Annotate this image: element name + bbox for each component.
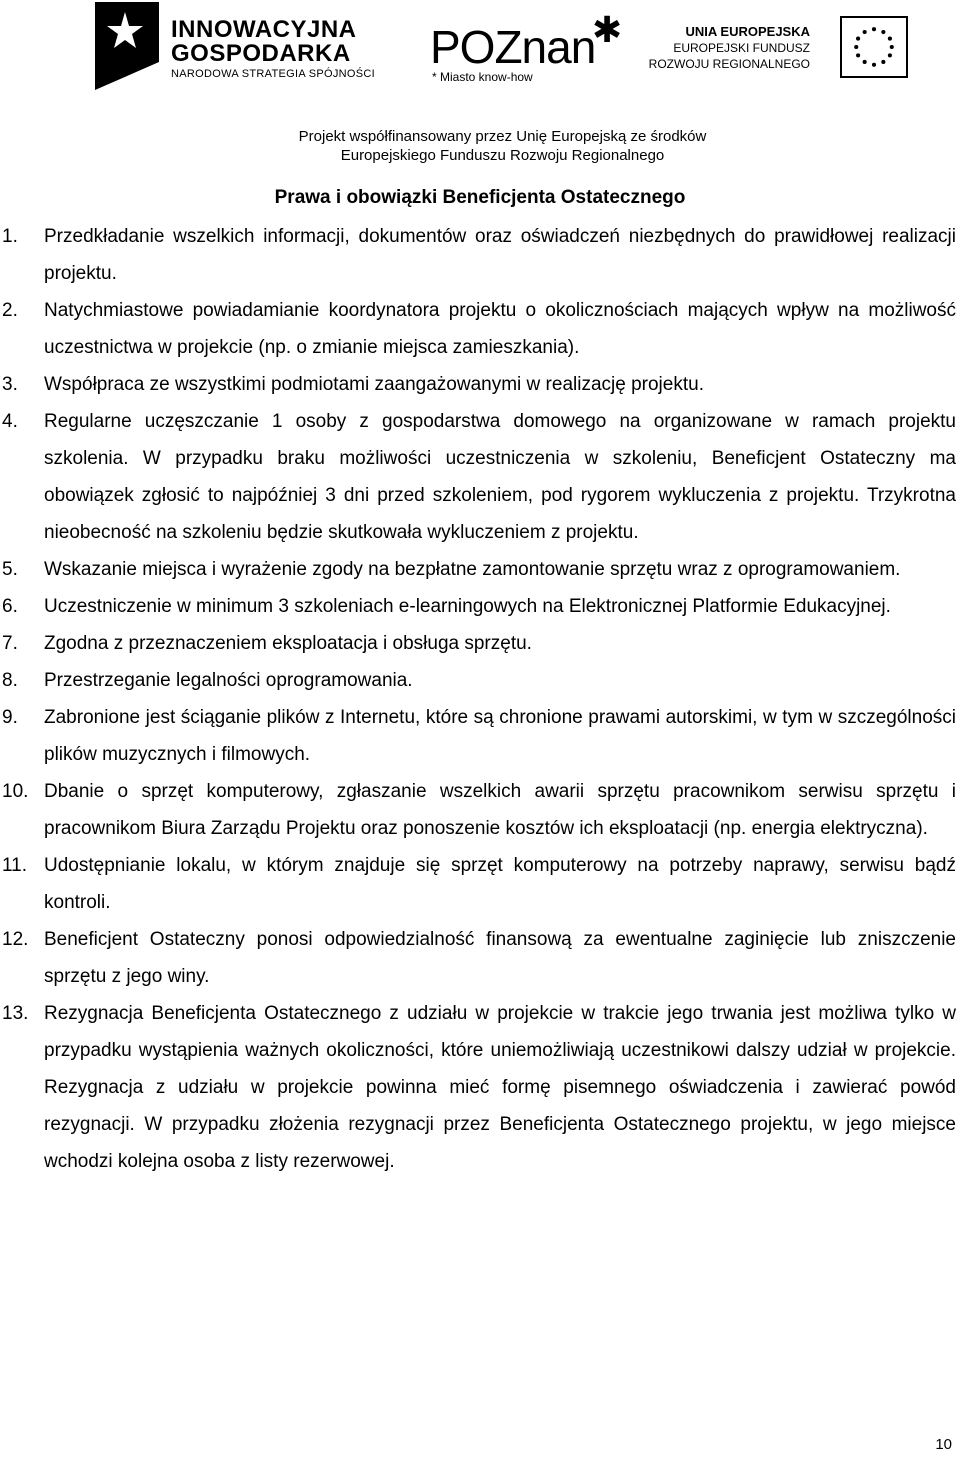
innowacyjna-gospodarka-logo	[95, 2, 385, 92]
list-item-text: Natychmiastowe powiadamianie koordynatora projektu o okolicznościach mających wpływ na możliwość uczestnictwa w projekcie (np. o zmianie miejsca zamieszkania).	[44, 300, 956, 358]
eu-text: UNIA EUROPEJSKA EUROPEJSKI FUNDUSZ ROZWOJU REGIONALNEGO	[648, 24, 810, 71]
list-item-text: Rezygnacja Beneficjenta Ostatecznego z udziału w projekcie w trakcie jego trwania jest możliwa tylko w przypadku wystąpienia ważnych okoliczności, które uniemożliwiają uczestnikowi dalszy udział w projekcie. Rezygnacja z udziału w projekcie powinna mieć formę pisemnego oświadczenia i zawierać powód rezygnacji. W przypadku złożenia rezygnacji przez Beneficjenta Ostatecznego projektu, w jego miejsce wchodzi kolejna osoba z listy rezerwowej.	[44, 1003, 956, 1172]
list-item-number: 11.	[2, 855, 28, 876]
list-item	[0, 773, 960, 847]
eu-logo	[648, 16, 920, 86]
list-item-number: 10.	[2, 781, 29, 802]
ig-subtitle: NARODOWA STRATEGIA SPÓJNOŚCI	[171, 68, 375, 80]
poznan-tagline: * Miasto know-how	[432, 70, 533, 84]
list-item	[0, 921, 960, 995]
list-item	[0, 403, 960, 551]
list-item	[0, 551, 960, 588]
list-item-text: Regularne uczęszczanie 1 osoby z gospodarstwa domowego na organizowane w ramach projektu szkolenia. W przypadku braku możliwości uczestniczenia w szkoleniu, Beneficjent Ostateczny ma obowiązek zgłosić to najpóźniej 3 dni przed szkoleniem, pod rygorem wykluczenia z projektu. Trzykrotna nieobecność na szkoleniu będzie skutkowała wykluczeniem z projektu.	[44, 411, 956, 543]
ig-title: INNOWACYJNA GOSPODARKA	[171, 16, 357, 67]
list-item	[0, 218, 960, 292]
list-item	[0, 995, 960, 1180]
list-item-number: 3.	[2, 374, 18, 395]
list-item	[0, 699, 960, 773]
list-item	[0, 292, 960, 366]
page-header	[0, 0, 960, 170]
asterisk-icon: ✱	[592, 9, 623, 50]
list-item-number: 5.	[2, 559, 18, 580]
list-item	[0, 847, 960, 921]
list-item-text: Uczestniczenie w minimum 3 szkoleniach e-learningowych na Elektronicznej Platformie Edukacyjnej.	[44, 596, 891, 617]
list-item-number: 8.	[2, 670, 18, 691]
list-item-text: Wskazanie miejsca i wyrażenie zgody na bezpłatne zamontowanie sprzętu wraz z oprogramowaniem.	[44, 559, 901, 580]
list-item-text: Przedkładanie wszelkich informacji, dokumentów oraz oświadczeń niezbędnych do prawidłowej realizacji projektu.	[44, 226, 956, 284]
list-item-text: Współpraca ze wszystkimi podmiotami zaangażowanymi w realizację projektu.	[44, 374, 704, 395]
list-item-number: 6.	[2, 596, 18, 617]
poznan-wordmark: POZnan	[430, 21, 596, 73]
list-item-text: Zgodna z przeznaczeniem eksploatacja i obsługa sprzętu.	[44, 633, 532, 654]
list-item-number: 12.	[2, 929, 29, 950]
list-item-text: Beneficjent Ostateczny ponosi odpowiedzialność finansową za ewentualne zaginięcie lub zniszczenie sprzętu z jego winy.	[44, 929, 956, 987]
list-item-number: 13.	[2, 1003, 29, 1024]
list-item-text: Zabronione jest ściąganie plików z Internetu, które są chronione prawami autorskimi, w tym w szczególności plików muzycznych i filmowych.	[44, 707, 956, 765]
page-title: Prawa i obowiązki Beneficjenta Ostatecznego	[274, 187, 686, 208]
list-item-text: Udostępnianie lokalu, w którym znajduje się sprzęt komputerowy na potrzeby naprawy, serwisu bądź kontroli.	[44, 855, 956, 913]
page-number: 10	[935, 1436, 952, 1453]
list-item	[0, 625, 960, 662]
list-item	[0, 588, 960, 625]
list-item	[0, 662, 960, 699]
eu-flag-icon	[840, 16, 908, 78]
list-item-text: Przestrzeganie legalności oprogramowania.	[44, 670, 413, 691]
cofinancing-note: Projekt współfinansowany przez Unię Europejską ze środków Europejskiego Funduszu Rozwoju Regionalnego	[298, 128, 707, 164]
ig-star-flag-icon	[95, 2, 159, 90]
list-item-number: 4.	[2, 411, 18, 432]
list-item-text: Dbanie o sprzęt komputerowy, zgłaszanie wszelkich awarii sprzętu pracownikom serwisu sprzętu i pracownikom Biura Zarządu Projektu oraz ponoszenie kosztów ich eksploatacji (np. energia elektryczna).	[44, 781, 956, 839]
list-item-number: 9.	[2, 707, 18, 728]
obligations-list	[0, 218, 960, 1180]
list-item	[0, 366, 960, 403]
list-item-number: 1.	[2, 226, 18, 247]
list-item-number: 2.	[2, 300, 18, 321]
poznan-logo	[430, 9, 630, 94]
list-item-number: 7.	[2, 633, 18, 654]
